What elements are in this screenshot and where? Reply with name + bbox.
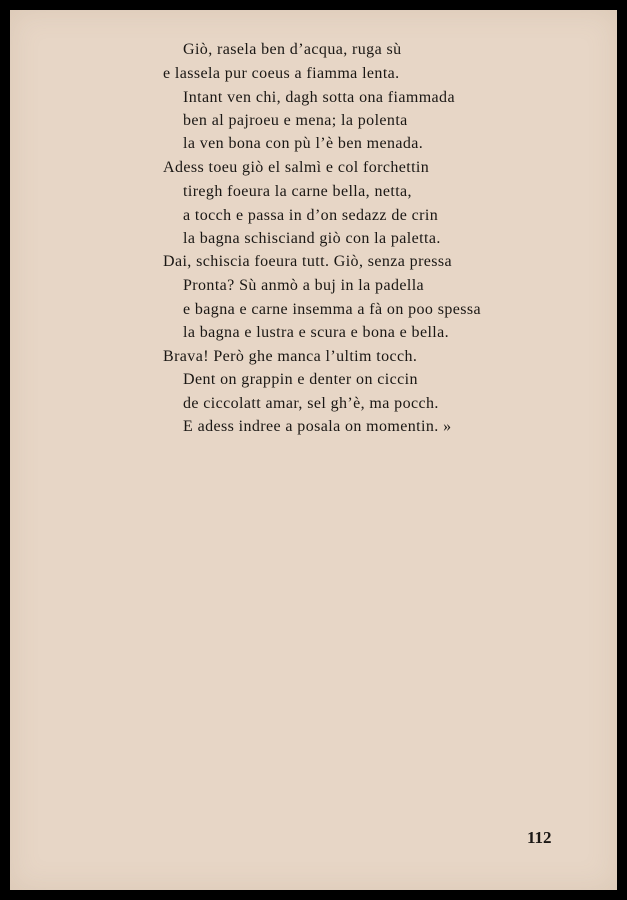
poem-line: Intant ven chi, dagh sotta ona fiammada — [183, 89, 455, 106]
poem-line: ben al pajroeu e mena; la polenta — [183, 112, 408, 129]
poem-line: Brava! Però ghe manca l’ultim tocch. — [163, 348, 418, 365]
poem-line: Adess toeu giò el salmì e col forchettin — [163, 159, 430, 176]
poem-line: Dai, schiscia foeura tutt. Giò, senza pressa — [163, 253, 453, 270]
poem-line: a tocch e passa in d’on sedazz de crin — [183, 207, 439, 224]
page-number: 112 — [527, 828, 552, 847]
poem-line: Giò, rasela ben d’acqua, ruga sù — [183, 41, 402, 58]
poem-line: la ven bona con pù l’è ben menada. — [183, 135, 424, 152]
poem-line: tiregh foeura la carne bella, netta, — [183, 183, 412, 200]
poem-line: la bagna e lustra e scura e bona e bella. — [183, 324, 450, 341]
poem-line: de ciccolatt amar, sel gh’è, ma pocch. — [183, 395, 439, 412]
poem-line: la bagna schisciand giò con la paletta. — [183, 230, 441, 247]
poem-line: e bagna e carne insemma a fà on poo spessa — [183, 301, 482, 318]
poem-text — [10, 10, 617, 890]
poem-line: e lassela pur coeus a fiamma lenta. — [163, 65, 400, 82]
poem-line: Dent on grappin e denter on ciccin — [183, 371, 418, 388]
book-page — [10, 10, 617, 890]
poem-line: E adess indree a posala on momentin. » — [183, 418, 452, 435]
poem-line: Pronta? Sù anmò a buj in la padella — [183, 277, 425, 294]
